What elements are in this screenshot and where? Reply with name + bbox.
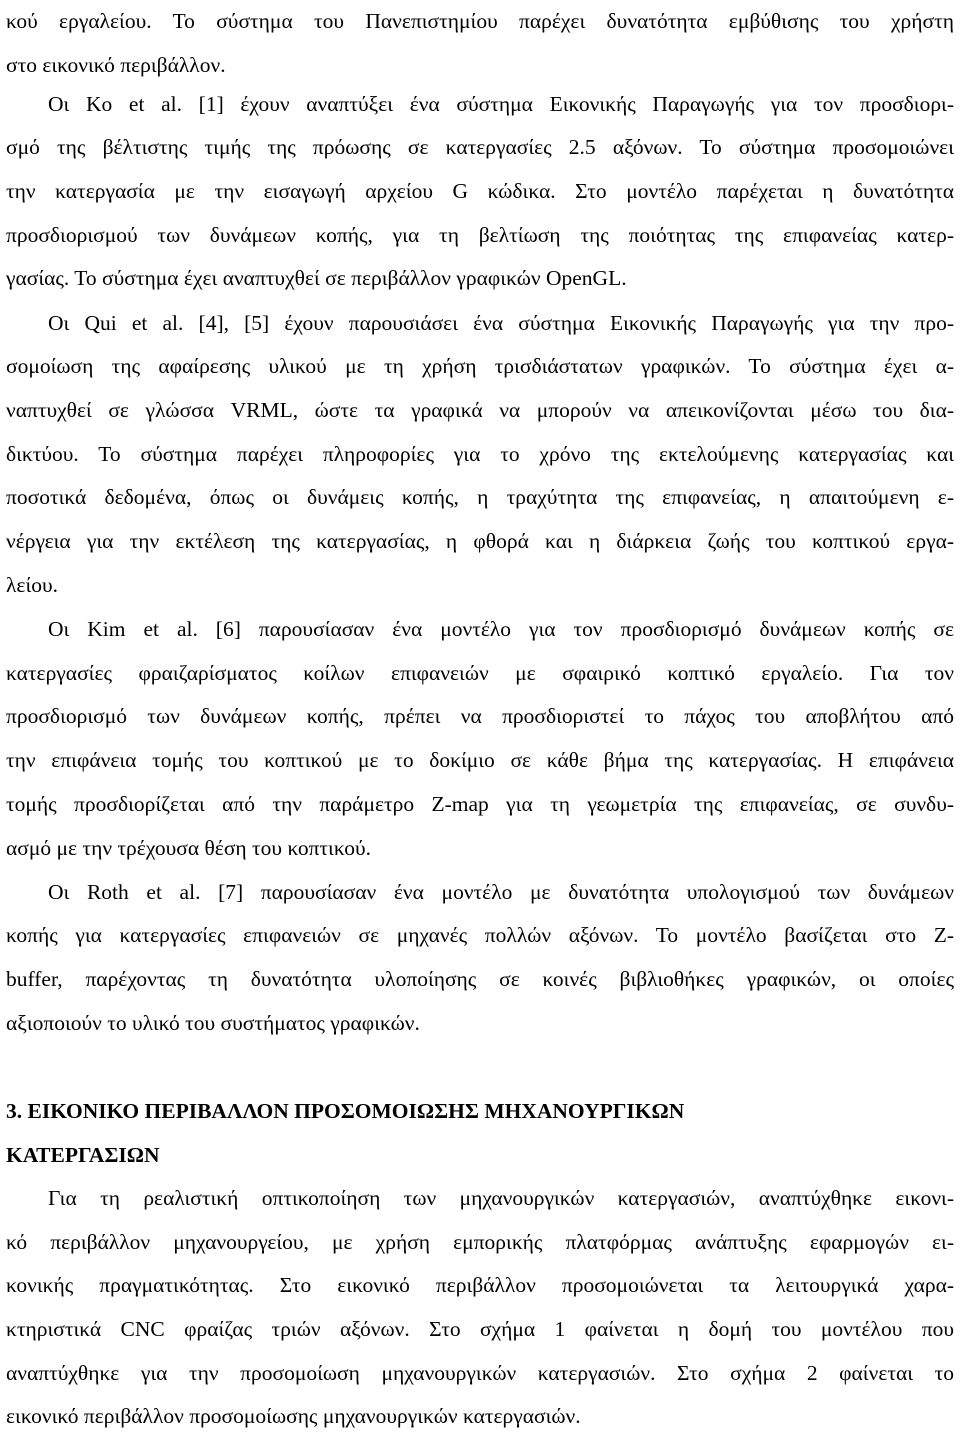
paragraph-line: Οι Ko et al. [1] έχουν αναπτύξει ένα σύστημα Εικονικής Παραγωγής για τον προσδιορι- <box>48 92 954 116</box>
paragraph-line: αξιοποιούν το υλικό του συστήματος γραφικών. <box>6 1011 420 1035</box>
paragraph-line: σομοίωση της αφαίρεσης υλικού με τη χρήση τρισδιάστατων γραφικών. Το σύστημα έχει α- <box>6 354 954 378</box>
paragraph-line: εικονικό περιβάλλον προσομοίωσης μηχανουργικών κατεργασιών. <box>6 1404 581 1428</box>
paragraph-line: Οι Kim et al. [6] παρουσίασαν ένα μοντέλο για τον προσδιορισμό δυνάμεων κοπής σε <box>48 617 954 641</box>
paragraph-line: τομής προσδιορίζεται από την παράμετρο Z-map για τη γεωμετρία της επιφανείας, σε συνδυ- <box>6 792 954 816</box>
paragraph-line: αναπτύχθηκε για την προσομοίωση μηχανουργικών κατεργασιών. Στο σχήμα 2 φαίνεται το <box>6 1361 954 1385</box>
paragraph-line: ναπτυχθεί σε γλώσσα VRML, ώστε τα γραφικά να μπορούν να απεικονίζονται μέσω του δια- <box>6 398 954 422</box>
section-heading: ΚΑΤΕΡΓΑΣΙΩΝ <box>6 1143 160 1167</box>
paragraph-line: προσδιορισμό των δυνάμεων κοπής, πρέπει να προσδιοριστεί το πάχος του αποβλήτου από <box>6 704 954 728</box>
paragraph-line: κονικής πραγματικότητας. Στο εικονικό περιβάλλον προσομοιώνεται τα λειτουργικά χαρα- <box>6 1273 954 1297</box>
paragraph-line: την κατεργασία με την εισαγωγή αρχείου G κώδικα. Στο μοντέλο παρέχεται η δυνατότητα <box>6 179 954 203</box>
paragraph-line: προσδιορισμού των δυνάμεων κοπής, για τη βελτίωση της ποιότητας της επιφανείας κατερ- <box>6 223 954 247</box>
paragraph-line: την επιφάνεια τομής του κοπτικού με το δοκίμιο σε κάθε βήμα της κατεργασίας. Η επιφάνεια <box>6 748 954 772</box>
paragraph-line: δικτύου. Το σύστημα παρέχει πληροφορίες για το χρόνο της εκτελούμενης κατεργασίας και <box>6 442 954 466</box>
paragraph-line: στο εικονικό περιβάλλον. <box>6 53 226 77</box>
paragraph-line: κού εργαλείου. Το σύστημα του Πανεπιστημίου παρέχει δυνατότητα εμβύθισης του χρήστη <box>6 9 954 33</box>
paragraph-line: buffer, παρέχοντας τη δυνατότητα υλοποίησης σε κοινές βιβλιοθήκες γραφικών, οι οποίες <box>6 967 954 991</box>
paragraph-line: νέργεια για την εκτέλεση της κατεργασίας, η φθορά και η διάρκεια ζωής του κοπτικού εργα- <box>6 529 954 553</box>
paragraph-line: Για τη ρεαλιστική οπτικοποίηση των μηχανουργικών κατεργασιών, αναπτύχθηκε εικονι- <box>48 1186 954 1210</box>
paragraph-line: κατεργασίες φραιζαρίσματος κοίλων επιφανειών με σφαιρικό κοπτικό εργαλείο. Για τον <box>6 661 954 685</box>
paragraph-line: γασίας. Το σύστημα έχει αναπτυχθεί σε περιβάλλον γραφικών OpenGL. <box>6 266 627 290</box>
paragraph-line: λείου. <box>6 573 59 597</box>
paragraph-line: κοπής για κατεργασίες επιφανειών σε μηχανές πολλών αξόνων. Το μοντέλο βασίζεται στο Z- <box>6 923 954 947</box>
section-heading: 3. ΕΙΚΟΝΙΚΟ ΠΕΡΙΒΑΛΛΟΝ ΠΡΟΣΟΜΟΙΩΣΗΣ ΜΗΧΑΝΟΥΡΓΙΚΩΝ <box>6 1099 685 1123</box>
paragraph-line: Οι Qui et al. [4], [5] έχουν παρουσιάσει ένα σύστημα Εικονικής Παραγωγής για την προ- <box>48 311 954 335</box>
paragraph-line: κό περιβάλλον μηχανουργείου, με χρήση εμπορικής πλατφόρμας ανάπτυξης εφαρμογών ει- <box>6 1230 954 1254</box>
paragraph-line: σμό της βέλτιστης τιμής της πρόωσης σε κατεργασίες 2.5 αξόνων. Το σύστημα προσομοιώνει <box>6 135 954 159</box>
paragraph-line: κτηριστικά CNC φραίζας τριών αξόνων. Στο σχήμα 1 φαίνεται η δομή του μοντέλου που <box>6 1317 954 1341</box>
paragraph-line: ασμό με την τρέχουσα θέση του κοπτικού. <box>6 836 371 860</box>
paragraph-line: Οι Roth et al. [7] παρουσίασαν ένα μοντέλο με δυνατότητα υπολογισμού των δυνάμεων <box>48 880 954 904</box>
paragraph-line: ποσοτικά δεδομένα, όπως οι δυνάμεις κοπής, η τραχύτητα της επιφανείας, η απαιτούμενη ε- <box>6 485 954 509</box>
